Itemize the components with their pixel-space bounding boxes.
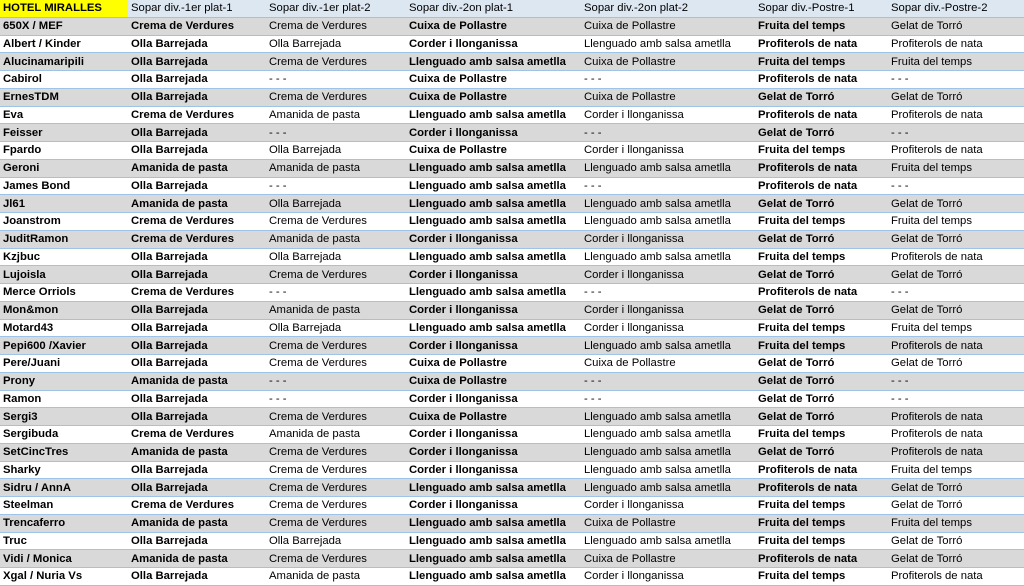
guest-name-cell[interactable]: Jl61 [0,195,128,213]
dessert-1-cell[interactable]: Profiterols de nata [755,106,888,124]
dessert-1-cell[interactable]: Profiterols de nata [755,159,888,177]
table-row [0,461,1024,479]
first-course-2-cell[interactable]: Crema de Verdures [266,408,406,426]
guest-name-cell[interactable]: Merce Orriols [0,284,128,302]
guest-name-cell[interactable]: Alucinamaripili [0,53,128,71]
dessert-2-cell[interactable]: Gelat de Torró [888,355,1024,373]
dessert-2-cell[interactable]: Profiterols de nata [888,443,1024,461]
guest-name-cell[interactable]: Lujoisla [0,266,128,284]
first-course-1-cell[interactable]: Amanida de pasta [128,514,266,532]
dessert-1-cell[interactable]: Gelat de Torró [755,372,888,390]
first-course-1-cell[interactable]: Olla Barrejada [128,532,266,550]
first-course-2-cell[interactable]: Amanida de pasta [266,568,406,586]
second-course-1-cell[interactable]: Corder i llonganissa [406,35,581,53]
guest-name-cell[interactable]: James Bond [0,177,128,195]
guest-name-cell[interactable]: JuditRamon [0,230,128,248]
guest-name-cell[interactable]: Joanstrom [0,213,128,231]
second-course-2-cell[interactable]: - - - [581,372,755,390]
dessert-1-cell[interactable]: Fruita del temps [755,532,888,550]
dessert-1-cell[interactable]: Fruita del temps [755,213,888,231]
header-first-course-2[interactable]: Sopar div.-1er plat-2 [266,0,406,17]
table-row [0,53,1024,71]
header-dessert-2[interactable]: Sopar div.-Postre-2 [888,0,1024,17]
dessert-1-cell[interactable]: Profiterols de nata [755,479,888,497]
first-course-1-cell[interactable]: Olla Barrejada [128,53,266,71]
second-course-2-cell[interactable]: Corder i llonganissa [581,301,755,319]
table-row [0,337,1024,355]
dessert-1-cell[interactable]: Gelat de Torró [755,301,888,319]
second-course-1-cell[interactable]: Cuixa de Pollastre [406,71,581,89]
dessert-1-cell[interactable]: Fruita del temps [755,319,888,337]
table-row [0,479,1024,497]
first-course-1-cell[interactable]: Olla Barrejada [128,142,266,160]
second-course-2-cell[interactable]: Cuixa de Pollastre [581,17,755,35]
table-row [0,230,1024,248]
table-row [0,213,1024,231]
first-course-1-cell[interactable]: Olla Barrejada [128,461,266,479]
first-course-1-cell[interactable]: Olla Barrejada [128,408,266,426]
guest-name-cell[interactable]: Prony [0,372,128,390]
dessert-2-cell[interactable]: Profiterols de nata [888,568,1024,586]
guest-name-cell[interactable]: Feisser [0,124,128,142]
second-course-1-cell[interactable]: Corder i llonganissa [406,266,581,284]
dessert-1-cell[interactable]: Fruita del temps [755,53,888,71]
table-row [0,106,1024,124]
dessert-2-cell[interactable]: Profiterols de nata [888,248,1024,266]
first-course-2-cell[interactable]: Amanida de pasta [266,159,406,177]
second-course-1-cell[interactable]: Cuixa de Pollastre [406,142,581,160]
dessert-2-cell[interactable]: Profiterols de nata [888,35,1024,53]
dessert-1-cell[interactable]: Profiterols de nata [755,71,888,89]
first-course-2-cell[interactable]: Olla Barrejada [266,142,406,160]
first-course-2-cell[interactable]: Crema de Verdures [266,479,406,497]
dessert-2-cell[interactable]: - - - [888,372,1024,390]
table-row [0,177,1024,195]
second-course-2-cell[interactable]: Llenguado amb salsa ametlla [581,35,755,53]
first-course-1-cell[interactable]: Amanida de pasta [128,195,266,213]
second-course-2-cell[interactable]: - - - [581,124,755,142]
second-course-1-cell[interactable]: Llenguado amb salsa ametlla [406,195,581,213]
first-course-2-cell[interactable]: Amanida de pasta [266,230,406,248]
second-course-2-cell[interactable]: Corder i llonganissa [581,497,755,515]
guest-name-cell[interactable]: Cabirol [0,71,128,89]
table-row [0,284,1024,302]
first-course-1-cell[interactable]: Olla Barrejada [128,301,266,319]
first-course-1-cell[interactable]: Amanida de pasta [128,443,266,461]
guest-name-cell[interactable]: Trencaferro [0,514,128,532]
second-course-2-cell[interactable]: Corder i llonganissa [581,568,755,586]
guest-name-cell[interactable]: SetCincTres [0,443,128,461]
guest-name-cell[interactable]: Pere/Juani [0,355,128,373]
table-row [0,426,1024,444]
guest-name-cell[interactable]: Motard43 [0,319,128,337]
hotel-title-cell[interactable]: HOTEL MIRALLES [0,0,128,17]
second-course-1-cell[interactable]: Corder i llonganissa [406,461,581,479]
dessert-2-cell[interactable]: - - - [888,390,1024,408]
second-course-1-cell[interactable]: Corder i llonganissa [406,390,581,408]
second-course-1-cell[interactable]: Cuixa de Pollastre [406,372,581,390]
first-course-2-cell[interactable]: Amanida de pasta [266,301,406,319]
table-row [0,17,1024,35]
header-second-course-2[interactable]: Sopar div.-2on plat-2 [581,0,755,17]
second-course-2-cell[interactable]: Llenguado amb salsa ametlla [581,426,755,444]
table-row [0,390,1024,408]
second-course-2-cell[interactable]: Llenguado amb salsa ametlla [581,195,755,213]
first-course-1-cell[interactable]: Olla Barrejada [128,319,266,337]
table-row [0,532,1024,550]
first-course-1-cell[interactable]: Olla Barrejada [128,88,266,106]
second-course-2-cell[interactable]: Cuixa de Pollastre [581,514,755,532]
second-course-2-cell[interactable]: Llenguado amb salsa ametlla [581,213,755,231]
table-row [0,248,1024,266]
second-course-1-cell[interactable]: Llenguado amb salsa ametlla [406,319,581,337]
dessert-2-cell[interactable]: - - - [888,71,1024,89]
table-row [0,159,1024,177]
first-course-1-cell[interactable]: Olla Barrejada [128,177,266,195]
dessert-2-cell[interactable]: Gelat de Torró [888,301,1024,319]
first-course-2-cell[interactable]: - - - [266,71,406,89]
second-course-1-cell[interactable]: Llenguado amb salsa ametlla [406,514,581,532]
dessert-1-cell[interactable]: Profiterols de nata [755,284,888,302]
second-course-1-cell[interactable]: Corder i llonganissa [406,301,581,319]
second-course-2-cell[interactable]: - - - [581,284,755,302]
dessert-1-cell[interactable]: Fruita del temps [755,17,888,35]
dessert-2-cell[interactable]: Profiterols de nata [888,426,1024,444]
second-course-2-cell[interactable]: Cuixa de Pollastre [581,53,755,71]
first-course-2-cell[interactable]: - - - [266,372,406,390]
guest-name-cell[interactable]: Vidi / Monica [0,550,128,568]
table-row [0,443,1024,461]
first-course-2-cell[interactable]: Crema de Verdures [266,443,406,461]
second-course-2-cell[interactable]: - - - [581,71,755,89]
dessert-1-cell[interactable]: Profiterols de nata [755,550,888,568]
guest-name-cell[interactable]: ErnesTDM [0,88,128,106]
dessert-2-cell[interactable]: Fruita del temps [888,319,1024,337]
second-course-1-cell[interactable]: Corder i llonganissa [406,337,581,355]
first-course-2-cell[interactable]: Crema de Verdures [266,497,406,515]
second-course-2-cell[interactable]: Llenguado amb salsa ametlla [581,479,755,497]
second-course-2-cell[interactable]: Llenguado amb salsa ametlla [581,461,755,479]
first-course-1-cell[interactable]: Amanida de pasta [128,159,266,177]
guest-name-cell[interactable]: Albert / Kinder [0,35,128,53]
dessert-2-cell[interactable]: Gelat de Torró [888,550,1024,568]
first-course-1-cell[interactable]: Amanida de pasta [128,550,266,568]
dessert-2-cell[interactable]: Gelat de Torró [888,497,1024,515]
dessert-1-cell[interactable]: Gelat de Torró [755,230,888,248]
dessert-2-cell[interactable]: Profiterols de nata [888,337,1024,355]
first-course-1-cell[interactable]: Crema de Verdures [128,426,266,444]
dessert-2-cell[interactable]: - - - [888,284,1024,302]
dessert-2-cell[interactable]: Profiterols de nata [888,408,1024,426]
table-row [0,372,1024,390]
first-course-2-cell[interactable]: Crema de Verdures [266,213,406,231]
first-course-2-cell[interactable]: Olla Barrejada [266,532,406,550]
dessert-1-cell[interactable]: Profiterols de nata [755,461,888,479]
dessert-1-cell[interactable]: Fruita del temps [755,497,888,515]
table-row [0,408,1024,426]
second-course-1-cell[interactable]: Llenguado amb salsa ametlla [406,479,581,497]
header-row [0,0,1024,17]
dessert-1-cell[interactable]: Gelat de Torró [755,124,888,142]
second-course-2-cell[interactable]: Corder i llonganissa [581,266,755,284]
dessert-1-cell[interactable]: Fruita del temps [755,426,888,444]
first-course-1-cell[interactable]: Olla Barrejada [128,337,266,355]
dessert-2-cell[interactable]: Gelat de Torró [888,88,1024,106]
table-row [0,355,1024,373]
second-course-2-cell[interactable]: Corder i llonganissa [581,142,755,160]
first-course-2-cell[interactable]: Olla Barrejada [266,248,406,266]
second-course-1-cell[interactable]: Corder i llonganissa [406,124,581,142]
second-course-1-cell[interactable]: Llenguado amb salsa ametlla [406,159,581,177]
first-course-2-cell[interactable]: - - - [266,390,406,408]
second-course-2-cell[interactable]: - - - [581,390,755,408]
dessert-2-cell[interactable]: - - - [888,124,1024,142]
first-course-1-cell[interactable]: Crema de Verdures [128,17,266,35]
table-row [0,514,1024,532]
guest-name-cell[interactable]: Sergi3 [0,408,128,426]
dessert-1-cell[interactable]: Gelat de Torró [755,195,888,213]
guest-name-cell[interactable]: Steelman [0,497,128,515]
first-course-1-cell[interactable]: Olla Barrejada [128,390,266,408]
dessert-1-cell[interactable]: Fruita del temps [755,337,888,355]
second-course-1-cell[interactable]: Llenguado amb salsa ametlla [406,550,581,568]
first-course-1-cell[interactable]: Olla Barrejada [128,479,266,497]
dessert-2-cell[interactable]: Gelat de Torró [888,266,1024,284]
guest-name-cell[interactable]: Xgal / Nuria Vs [0,568,128,586]
dessert-2-cell[interactable]: Fruita del temps [888,213,1024,231]
second-course-1-cell[interactable]: Llenguado amb salsa ametlla [406,53,581,71]
second-course-2-cell[interactable]: Corder i llonganissa [581,319,755,337]
first-course-2-cell[interactable]: Olla Barrejada [266,195,406,213]
second-course-1-cell[interactable]: Llenguado amb salsa ametlla [406,177,581,195]
dessert-2-cell[interactable]: Profiterols de nata [888,106,1024,124]
guest-name-cell[interactable]: Eva [0,106,128,124]
first-course-2-cell[interactable]: Crema de Verdures [266,53,406,71]
table-row [0,550,1024,568]
second-course-1-cell[interactable]: Corder i llonganissa [406,230,581,248]
first-course-2-cell[interactable]: Crema de Verdures [266,461,406,479]
table-row [0,195,1024,213]
dessert-1-cell[interactable]: Fruita del temps [755,568,888,586]
guest-name-cell[interactable]: Sidru / AnnA [0,479,128,497]
second-course-2-cell[interactable]: Llenguado amb salsa ametlla [581,248,755,266]
first-course-2-cell[interactable]: Crema de Verdures [266,88,406,106]
guest-name-cell[interactable]: Ramon [0,390,128,408]
guest-name-cell[interactable]: Kzjbuc [0,248,128,266]
table-body [0,17,1024,585]
dessert-1-cell[interactable]: Gelat de Torró [755,443,888,461]
first-course-2-cell[interactable]: - - - [266,177,406,195]
table-row [0,497,1024,515]
second-course-2-cell[interactable]: Llenguado amb salsa ametlla [581,337,755,355]
first-course-2-cell[interactable]: - - - [266,284,406,302]
dessert-2-cell[interactable]: Gelat de Torró [888,17,1024,35]
dessert-1-cell[interactable]: Gelat de Torró [755,355,888,373]
table-row [0,35,1024,53]
first-course-2-cell[interactable]: Amanida de pasta [266,426,406,444]
first-course-1-cell[interactable]: Crema de Verdures [128,213,266,231]
second-course-1-cell[interactable]: Cuixa de Pollastre [406,408,581,426]
dessert-2-cell[interactable]: Fruita del temps [888,514,1024,532]
first-course-1-cell[interactable]: Olla Barrejada [128,71,266,89]
first-course-2-cell[interactable]: Olla Barrejada [266,35,406,53]
second-course-1-cell[interactable]: Llenguado amb salsa ametlla [406,284,581,302]
dessert-1-cell[interactable]: Gelat de Torró [755,390,888,408]
table-row [0,142,1024,160]
guest-name-cell[interactable]: Mon&mon [0,301,128,319]
second-course-1-cell[interactable]: Cuixa de Pollastre [406,88,581,106]
dessert-2-cell[interactable]: Fruita del temps [888,159,1024,177]
first-course-2-cell[interactable]: Olla Barrejada [266,319,406,337]
guest-name-cell[interactable]: 650X / MEF [0,17,128,35]
second-course-1-cell[interactable]: Llenguado amb salsa ametlla [406,532,581,550]
second-course-2-cell[interactable]: Cuixa de Pollastre [581,355,755,373]
guest-name-cell[interactable]: Truc [0,532,128,550]
dessert-1-cell[interactable]: Gelat de Torró [755,88,888,106]
first-course-1-cell[interactable]: Amanida de pasta [128,372,266,390]
dessert-1-cell[interactable]: Fruita del temps [755,142,888,160]
dessert-2-cell[interactable]: - - - [888,177,1024,195]
first-course-1-cell[interactable]: Olla Barrejada [128,355,266,373]
first-course-2-cell[interactable]: Crema de Verdures [266,337,406,355]
first-course-1-cell[interactable]: Olla Barrejada [128,35,266,53]
guest-name-cell[interactable]: Sergibuda [0,426,128,444]
dessert-2-cell[interactable]: Gelat de Torró [888,230,1024,248]
first-course-2-cell[interactable]: Crema de Verdures [266,17,406,35]
first-course-2-cell[interactable]: Crema de Verdures [266,514,406,532]
second-course-2-cell[interactable]: Corder i llonganissa [581,106,755,124]
second-course-2-cell[interactable]: Llenguado amb salsa ametlla [581,532,755,550]
first-course-1-cell[interactable]: Olla Barrejada [128,248,266,266]
dessert-1-cell[interactable]: Gelat de Torró [755,266,888,284]
first-course-1-cell[interactable]: Olla Barrejada [128,568,266,586]
second-course-2-cell[interactable]: Llenguado amb salsa ametlla [581,408,755,426]
dessert-2-cell[interactable]: Fruita del temps [888,53,1024,71]
second-course-1-cell[interactable]: Corder i llonganissa [406,426,581,444]
first-course-2-cell[interactable]: Amanida de pasta [266,106,406,124]
first-course-2-cell[interactable]: Crema de Verdures [266,266,406,284]
dessert-2-cell[interactable]: Gelat de Torró [888,479,1024,497]
table-row [0,124,1024,142]
table-row [0,301,1024,319]
first-course-1-cell[interactable]: Olla Barrejada [128,266,266,284]
second-course-1-cell[interactable]: Corder i llonganissa [406,443,581,461]
guest-name-cell[interactable]: Geroni [0,159,128,177]
dessert-2-cell[interactable]: Gelat de Torró [888,532,1024,550]
dessert-2-cell[interactable]: Profiterols de nata [888,142,1024,160]
first-course-1-cell[interactable]: Crema de Verdures [128,106,266,124]
second-course-1-cell[interactable]: Llenguado amb salsa ametlla [406,213,581,231]
second-course-1-cell[interactable]: Corder i llonganissa [406,497,581,515]
header-second-course-1[interactable]: Sopar div.-2on plat-1 [406,0,581,17]
guest-name-cell[interactable]: Sharky [0,461,128,479]
second-course-1-cell[interactable]: Cuixa de Pollastre [406,17,581,35]
dessert-1-cell[interactable]: Profiterols de nata [755,35,888,53]
first-course-1-cell[interactable]: Crema de Verdures [128,497,266,515]
guest-name-cell[interactable]: Fpardo [0,142,128,160]
second-course-1-cell[interactable]: Cuixa de Pollastre [406,355,581,373]
second-course-2-cell[interactable]: Cuixa de Pollastre [581,88,755,106]
guest-name-cell[interactable]: Pepi600 /Xavier [0,337,128,355]
dessert-1-cell[interactable]: Fruita del temps [755,514,888,532]
first-course-2-cell[interactable]: Crema de Verdures [266,355,406,373]
first-course-1-cell[interactable]: Olla Barrejada [128,124,266,142]
table-row [0,71,1024,89]
header-first-course-1[interactable]: Sopar div.-1er plat-1 [128,0,266,17]
first-course-1-cell[interactable]: Crema de Verdures [128,230,266,248]
dessert-1-cell[interactable]: Fruita del temps [755,248,888,266]
second-course-1-cell[interactable]: Llenguado amb salsa ametlla [406,248,581,266]
table-row [0,319,1024,337]
second-course-2-cell[interactable]: Cuixa de Pollastre [581,550,755,568]
first-course-2-cell[interactable]: - - - [266,124,406,142]
second-course-2-cell[interactable]: Llenguado amb salsa ametlla [581,159,755,177]
first-course-2-cell[interactable]: Crema de Verdures [266,550,406,568]
dessert-2-cell[interactable]: Fruita del temps [888,461,1024,479]
dessert-2-cell[interactable]: Gelat de Torró [888,195,1024,213]
second-course-2-cell[interactable]: - - - [581,177,755,195]
first-course-1-cell[interactable]: Crema de Verdures [128,284,266,302]
dessert-1-cell[interactable]: Gelat de Torró [755,408,888,426]
table-row [0,266,1024,284]
table-row [0,88,1024,106]
second-course-2-cell[interactable]: Corder i llonganissa [581,230,755,248]
second-course-1-cell[interactable]: Llenguado amb salsa ametlla [406,106,581,124]
table-row [0,568,1024,586]
second-course-1-cell[interactable]: Llenguado amb salsa ametlla [406,568,581,586]
header-dessert-1[interactable]: Sopar div.-Postre-1 [755,0,888,17]
dessert-1-cell[interactable]: Profiterols de nata [755,177,888,195]
second-course-2-cell[interactable]: Llenguado amb salsa ametlla [581,443,755,461]
